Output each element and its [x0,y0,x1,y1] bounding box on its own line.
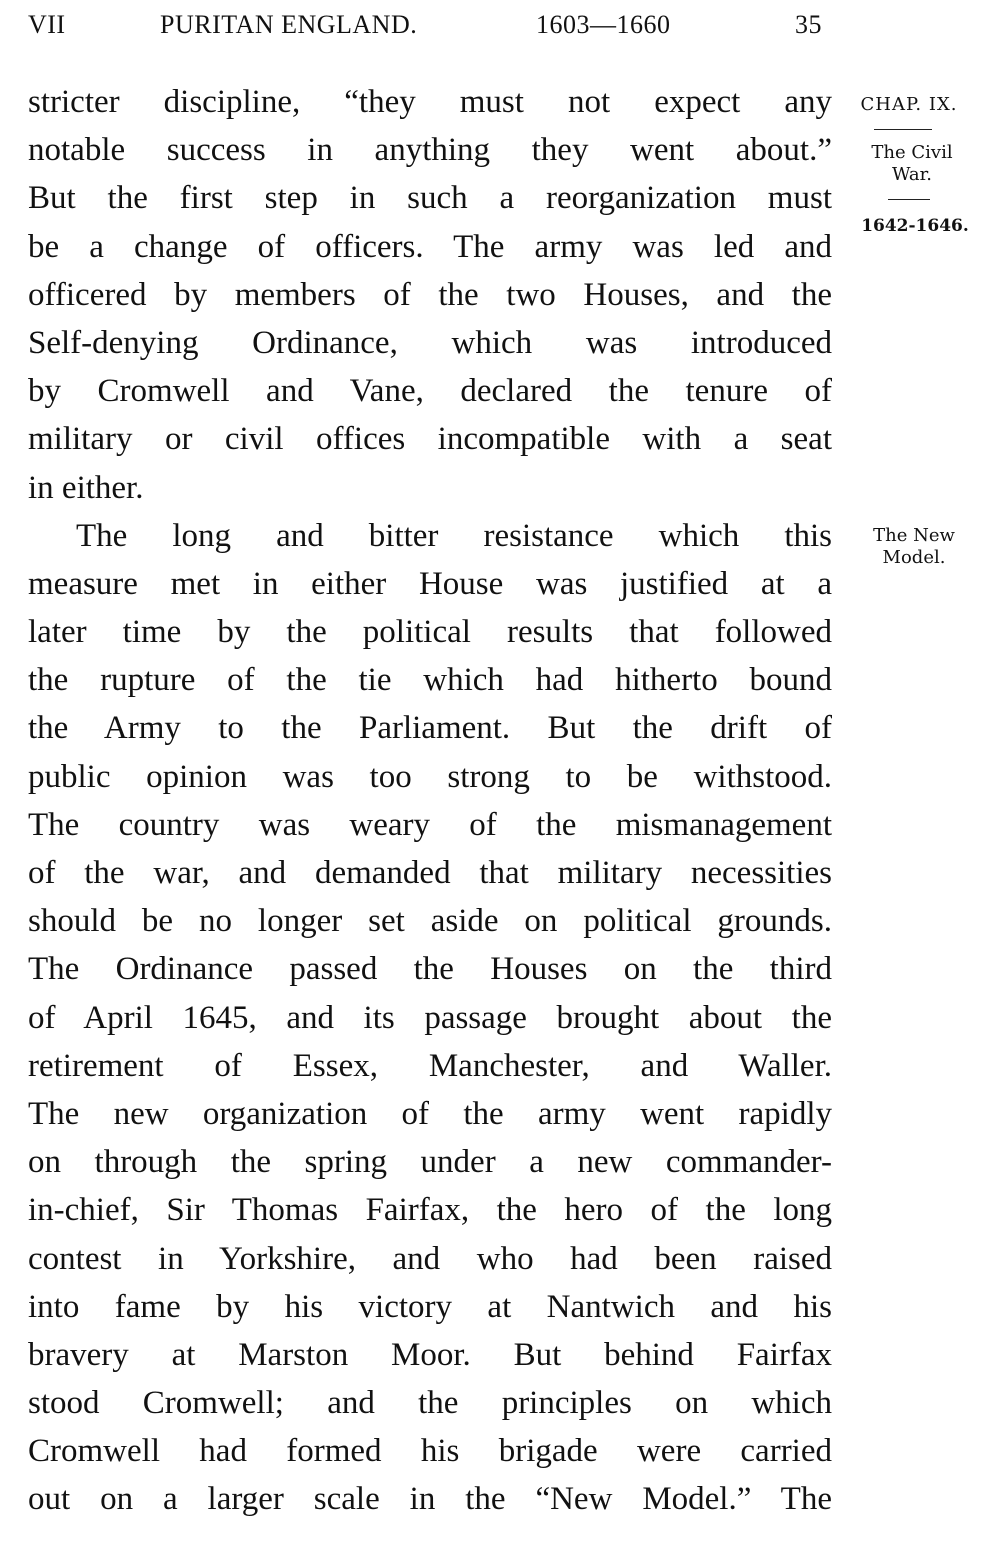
text-line: The Ordinance passed the Houses on the third [28,951,832,988]
text-line: in either. [28,469,144,506]
text-line: later time by the political results that followed [28,614,832,651]
text-line: out on a larger scale in the “New Model.” The [28,1481,832,1518]
text-line: measure met in either House was justified at a [28,565,832,602]
header-book-title: PURITAN ENGLAND. [160,10,418,39]
margin-note-date-range: 1642-1646. [861,216,969,236]
text-line: public opinion was too strong to be withstood. [28,758,832,795]
text-line: by Cromwell and Vane, declared the tenure of [28,373,832,410]
text-line: Self-denying Ordinance, which was introduced [28,324,832,361]
paragraph-1 [28,78,832,512]
header-date-range: 1603—1660 [536,10,671,39]
text-line: The country was weary of the mismanagement [28,806,832,843]
text-line: into fame by his victory at Nantwich and his [28,1288,832,1325]
text-line: officered by members of the two Houses, and the [28,276,832,313]
text-line: stricter discipline, “they must not expect any [28,84,832,120]
margin-rule [874,129,932,130]
text-line: be a change of officers. The army was led and [28,228,832,265]
text-line: stood Cromwell; and the principles on which [28,1385,832,1422]
text-line: on through the spring under a new commander- [28,1144,832,1181]
paragraph-2 [28,512,832,1524]
text-line: retirement of Essex, Manchester, and Waller. [28,1047,832,1084]
text-line: The long and bitter resistance which this [76,517,832,554]
text-line: of the war, and demanded that military necessities [28,855,832,891]
text-line: The new organization of the army went rapidly [28,1095,832,1132]
margin-note-civil-war: The Civil War. [871,142,953,185]
text-line: Cromwell had formed his brigade were carried [28,1433,832,1470]
margin-note-chapter: CHAP. IX. [860,94,958,115]
text-line: the rupture of the tie which had hitherto bound [28,662,832,699]
text-line: notable success in anything they went about.” [28,132,832,169]
text-line: But the first step in such a reorganization must [28,180,832,217]
text-line: of April 1645, and its passage brought about the [28,999,832,1036]
page-number: 35 [795,10,822,39]
margin-rule [888,199,930,200]
text-line: contest in Yorkshire, and who had been raised [28,1240,832,1277]
text-line: in-chief, Sir Thomas Fairfax, the hero of the long [28,1192,832,1229]
text-line: bravery at Marston Moor. But behind Fairfax [28,1336,832,1373]
body-text [28,78,832,1524]
running-header [28,10,828,46]
text-line: the Army to the Parliament. But the drift of [28,710,832,747]
margin-note-new-model: The New Model. [873,525,955,568]
header-chapter-numeral: VII [28,10,66,39]
text-line: military or civil offices incompatible with a seat [28,421,832,458]
text-line: should be no longer set aside on political grounds. [28,903,832,940]
